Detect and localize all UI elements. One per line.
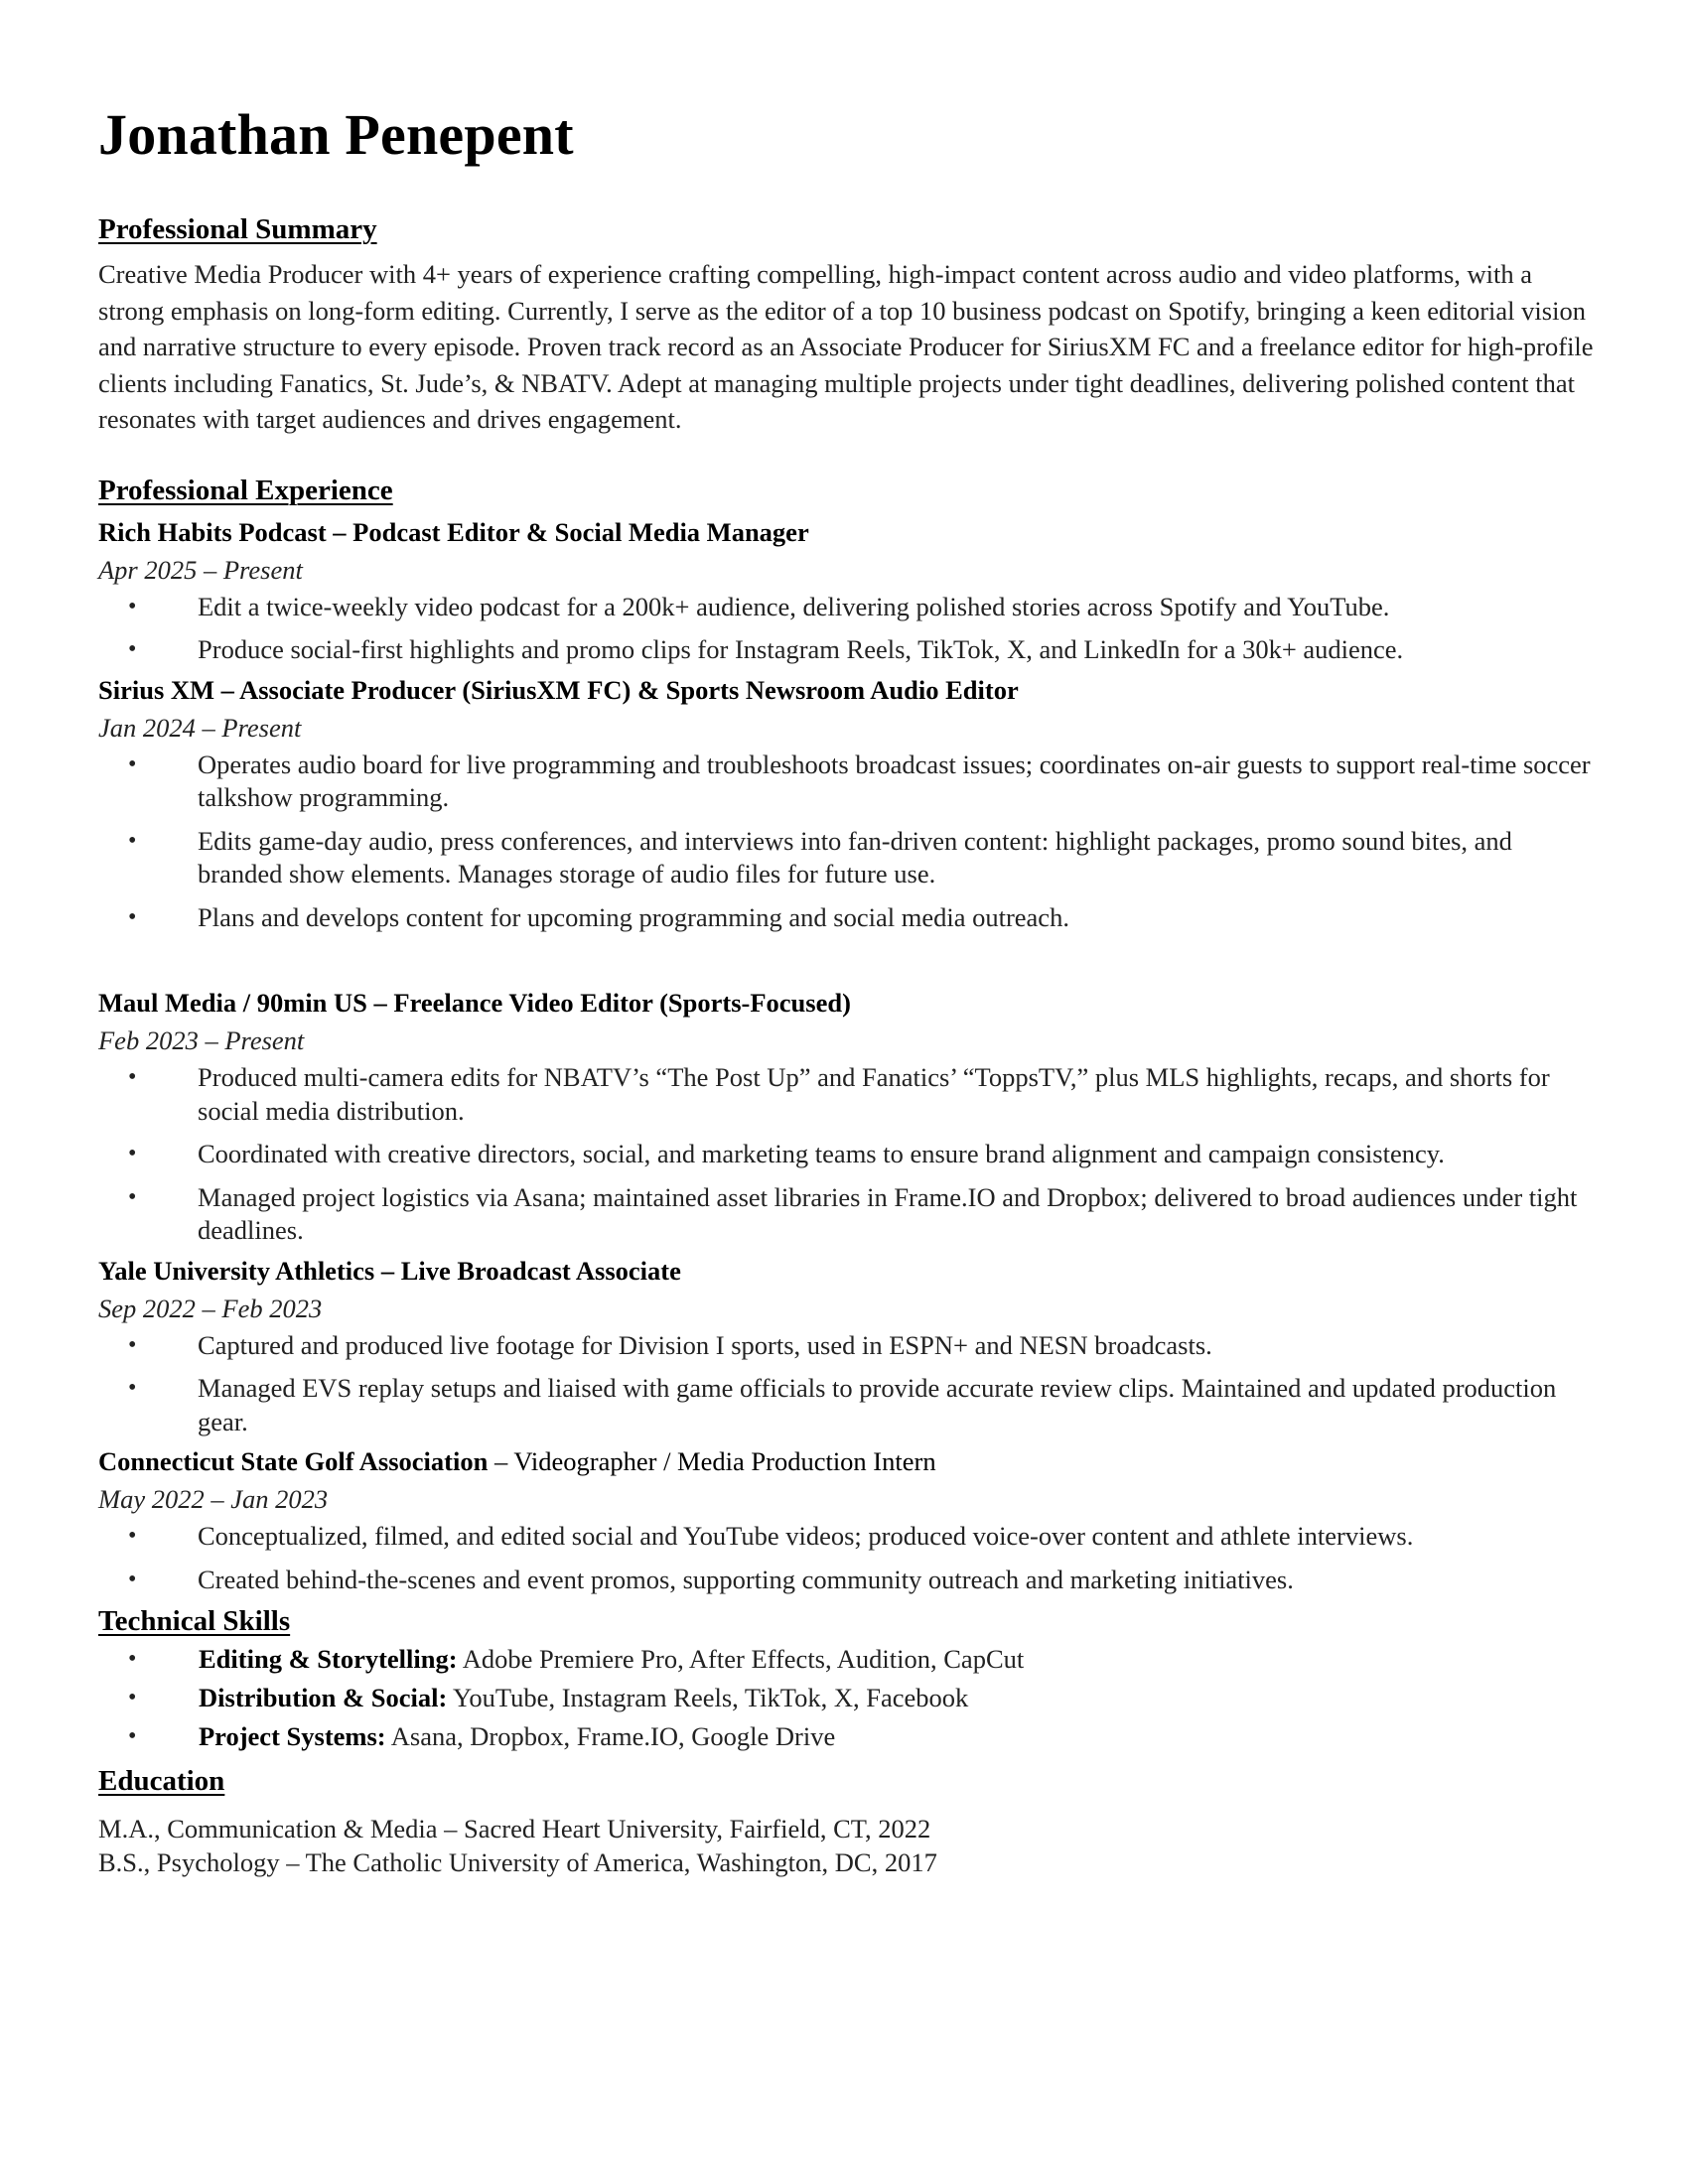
education-heading: Education <box>98 1765 225 1797</box>
skill-category: Project Systems: <box>199 1721 386 1751</box>
bullet-icon: • <box>128 1685 137 1710</box>
job-entry <box>98 1442 1598 1596</box>
bullet-icon: • <box>128 827 137 854</box>
experience-heading: Professional Experience <box>98 474 393 506</box>
bullet-icon: • <box>128 1183 137 1210</box>
bullet-icon: • <box>128 1331 137 1358</box>
list-item <box>98 1061 1598 1128</box>
bullet-icon: • <box>128 1646 137 1672</box>
job-date: Apr 2025 – Present <box>98 554 303 585</box>
bullet-icon: • <box>128 751 137 777</box>
education-list <box>98 1812 1598 1879</box>
job-title-regular: – Videographer / Media Production Intern <box>488 1446 936 1476</box>
job-date: Feb 2023 – Present <box>98 1025 305 1055</box>
list-item <box>98 1717 1598 1756</box>
summary-heading: Professional Summary <box>98 213 377 245</box>
bullet-text: Edit a twice-weekly video podcast for a 200k+ audience, delivering polished stories across Spotify and YouTube. <box>198 591 1390 621</box>
skill-items: Asana, Dropbox, Frame.IO, Google Drive <box>385 1721 836 1751</box>
job-title-bold: Connecticut State Golf Association <box>98 1446 489 1476</box>
list-item <box>98 1640 1598 1679</box>
list-item <box>98 901 1598 935</box>
list-item <box>98 1138 1598 1171</box>
bullet-icon: • <box>128 593 137 619</box>
bullet-text: Edits game-day audio, press conferences, and interviews into fan-driven content: highlight packages, promo sound bites, and branded show elements. Manages storage of audio files for future use. <box>198 825 1512 888</box>
list-item <box>98 1181 1598 1248</box>
list-item <box>98 1564 1598 1597</box>
job-date: Jan 2024 – Present <box>98 712 302 743</box>
education-entry: M.A., Communication & Media – Sacred Heart University, Fairfield, CT, 2022 <box>98 1814 931 1843</box>
resume-page <box>98 95 1598 1879</box>
job-entry <box>98 1252 1598 1439</box>
job-entry <box>98 671 1598 935</box>
skills-heading: Technical Skills <box>98 1605 291 1637</box>
list-item <box>98 633 1598 667</box>
bullet-text: Coordinated with creative directors, social, and marketing teams to ensure brand alignment and campaign consistency. <box>198 1139 1445 1168</box>
job-title-bold: Rich Habits Podcast – Podcast Editor & Social Media Manager <box>98 516 809 547</box>
candidate-name: Jonathan Penepent <box>98 102 574 167</box>
bullet-icon: • <box>128 903 137 930</box>
bullet-icon: • <box>128 1723 137 1749</box>
list-item <box>98 591 1598 624</box>
education-entry: B.S., Psychology – The Catholic University of America, Washington, DC, 2017 <box>98 1847 937 1877</box>
bullet-text: Operates audio board for live programming and troubleshoots broadcast issues; coordinates on-air guests to support real-time soccer talkshow programming. <box>198 749 1591 812</box>
bullet-icon: • <box>128 1064 137 1090</box>
job-bullets <box>98 1329 1598 1439</box>
job-title-bold: Maul Media / 90min US – Freelance Video Editor (Sports-Focused) <box>98 988 851 1018</box>
job-title <box>98 513 1598 551</box>
bullet-text: Conceptualized, filmed, and edited social and YouTube videos; produced voice-over content and athlete interviews. <box>198 1521 1414 1551</box>
list-item <box>98 749 1598 815</box>
list-item <box>98 1520 1598 1554</box>
job-date: May 2022 – Jan 2023 <box>98 1484 329 1514</box>
job-title-bold: Sirius XM – Associate Producer (SiriusXM FC) & Sports Newsroom Audio Editor <box>98 674 1019 705</box>
bullet-text: Produced multi-camera edits for NBATV’s “The Post Up” and Fanatics’ “ToppsTV,” plus MLS highlights, recaps, and shorts for social media distribution. <box>198 1062 1550 1126</box>
job-title <box>98 984 1598 1022</box>
job-entry <box>98 984 1598 1248</box>
bullet-text: Created behind-the-scenes and event promos, supporting community outreach and marketing initiatives. <box>198 1564 1294 1594</box>
bullet-icon: • <box>128 1141 137 1166</box>
list-item <box>98 825 1598 891</box>
job-title <box>98 671 1598 709</box>
bullet-text: Managed project logistics via Asana; maintained asset libraries in Frame.IO and Dropbox; delivered to broad audiences under tight deadlines. <box>198 1181 1578 1245</box>
bullet-icon: • <box>128 1523 137 1549</box>
bullet-icon: • <box>128 1375 137 1401</box>
job-title <box>98 1442 1598 1480</box>
bullet-text: Captured and produced live footage for Division I sports, used in ESPN+ and NESN broadcasts. <box>198 1329 1212 1360</box>
list-item <box>98 1372 1598 1438</box>
skill-category: Distribution & Social: <box>199 1683 448 1712</box>
list-item <box>98 1329 1598 1363</box>
job-bullets <box>98 749 1598 935</box>
job-title-bold: Yale University Athletics – Live Broadcast Associate <box>98 1255 681 1286</box>
bullet-text: Produce social-first highlights and promo clips for Instagram Reels, TikTok, X, and LinkedIn for a 30k+ audience. <box>198 634 1404 664</box>
job-entry <box>98 513 1598 667</box>
job-bullets <box>98 1520 1598 1596</box>
bullet-icon: • <box>128 1566 137 1592</box>
job-bullets <box>98 591 1598 667</box>
bullet-text: Plans and develops content for upcoming programming and social media outreach. <box>198 901 1069 932</box>
spacer <box>98 944 1598 984</box>
skill-items: Adobe Premiere Pro, After Effects, Audition, CapCut <box>457 1644 1025 1674</box>
list-item <box>98 1679 1598 1717</box>
skill-category: Editing & Storytelling: <box>199 1644 458 1674</box>
job-bullets <box>98 1061 1598 1248</box>
summary-text: Creative Media Producer with 4+ years of experience crafting compelling, high-impact content across audio and video platforms, with a strong emphasis on long-form editing. Currently, I serve as the editor of a top 10 business podcast on Spotify, bringing a keen editorial vision and narrative structure to every episode. Proven track record as an Associate Producer for SiriusXM FC and a freelance editor for high-profile clients including Fanatics, St. Jude’s, & NBATV. Adept at managing multiple projects under tight deadlines, delivering polished content that resonates with target audiences and drives engagement. <box>98 259 1594 434</box>
job-title <box>98 1252 1598 1290</box>
skill-items: YouTube, Instagram Reels, TikTok, X, Facebook <box>447 1683 969 1712</box>
bullet-icon: • <box>128 636 137 662</box>
job-date: Sep 2022 – Feb 2023 <box>98 1293 323 1323</box>
bullet-text: Managed EVS replay setups and liaised with game officials to provide accurate review clips. Maintained and updated production gear. <box>198 1373 1557 1436</box>
skills-list <box>98 1640 1598 1756</box>
